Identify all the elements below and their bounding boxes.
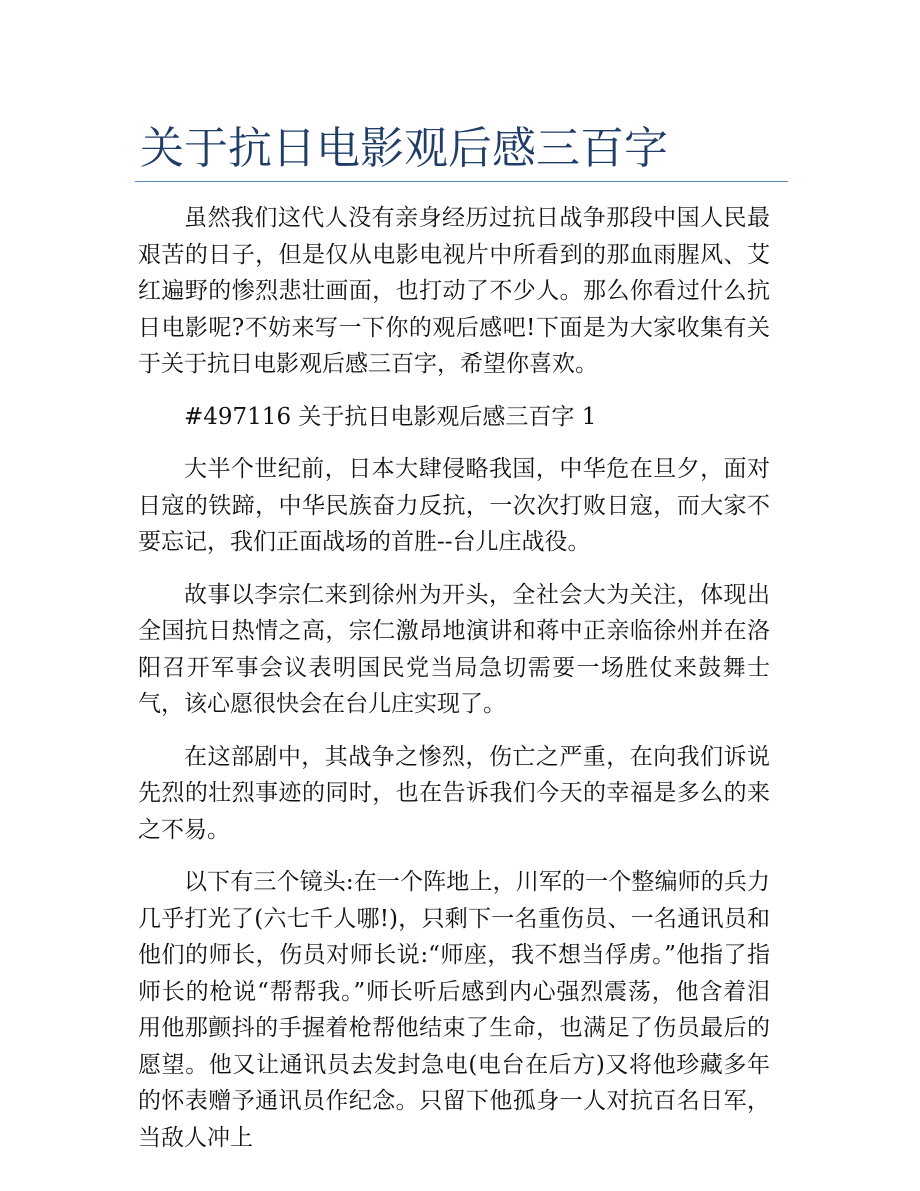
body-paragraph: 在这部剧中，其战争之惨烈，伤亡之严重，在向我们诉说先烈的壮烈事迹的同时，也在告诉我们今天的幸福是多么的来之不易。 [138,743,770,843]
body-paragraph: 大半个世纪前，日本大肆侵略我国，中华危在旦夕，面对日寇的铁蹄，中华民族奋力反抗，一次次打败日寇，而大家不要忘记，我们正面战场的首胜--台儿庄战役。 [138,456,770,555]
section-heading: #497116 关于抗日电影观后感三百字 1 [184,403,597,430]
title-divider [135,181,788,182]
document-title: 关于抗日电影观后感三百字 [140,123,668,174]
intro-paragraph: 虽然我们这代人没有亲身经历过抗日战争那段中国人民最艰苦的日子，但是仅从电影电视片中所看到的那血雨腥风、艾红遍野的惨烈悲壮画面，也打动了不少人。那么你看过什么抗日电影呢?不妨来写一下你的观后感吧!下面是为大家收集有关于关于抗日电影观后感三百字，希望你喜欢。 [138,205,770,377]
body-paragraph: 以下有三个镜头:在一个阵地上，川军的一个整编师的兵力几乎打光了(六七千人哪!)，只剩下一名重伤员、一名通讯员和他们的师长，伤员对师长说:“师座，我不想当俘虏。”他指了指师长的枪说“帮帮我。”师长听后感到内心强烈震荡，他含着泪用他那颤抖的手握着枪帮他结束了生命，也满足了伤员最后的愿望。他又让通讯员去发封急电(电台在后方)又将他珍藏多年的怀表赠予通讯员作纪念。只留下他孤身一人对抗百名日军，当敌人冲上 [138,869,770,1151]
body-paragraph: 故事以李宗仁来到徐州为开头，全社会大为关注，体现出全国抗日热情之高，宗仁激昂地演讲和蒋中正亲临徐州并在洛阳召开军事会议表明国民党当局急切需要一场胜仗来鼓舞士气，该心愿很快会在台儿庄实现了。 [138,581,770,717]
document-body [138,200,770,1172]
